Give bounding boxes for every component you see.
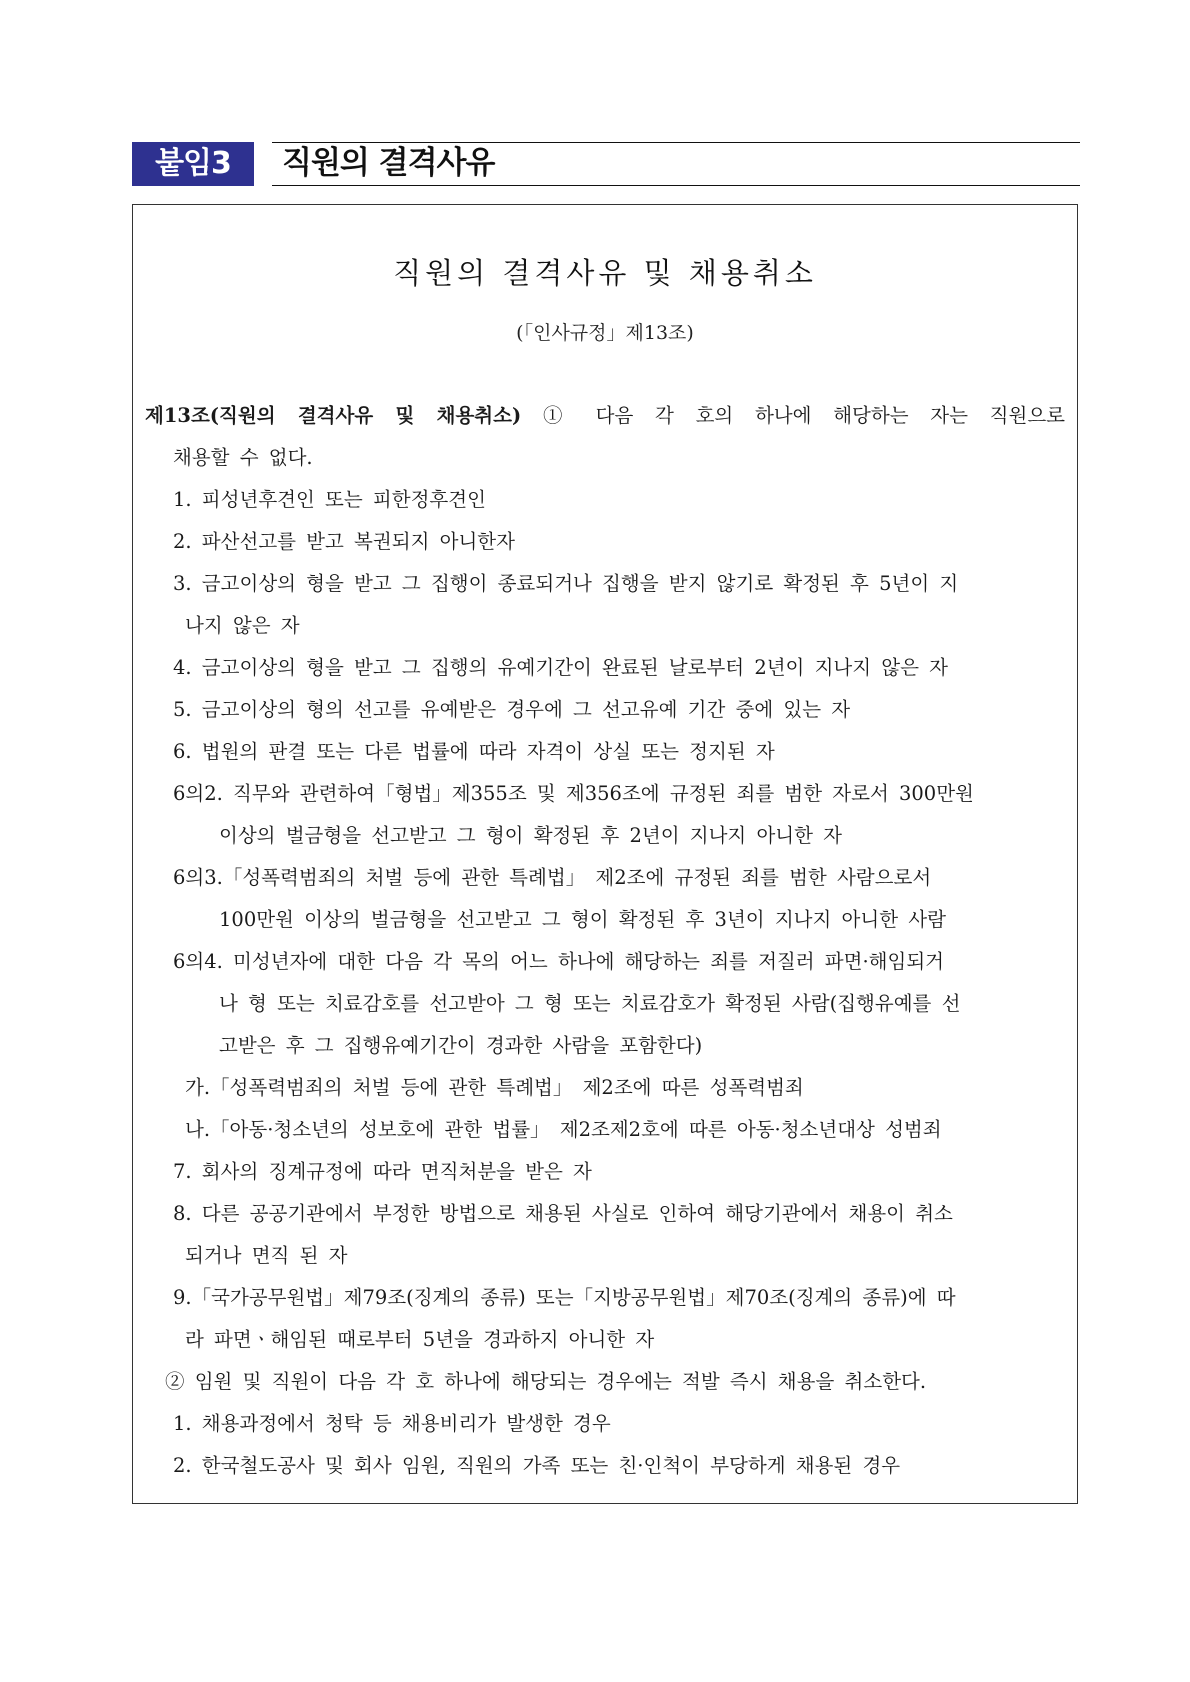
clause-1-intro: ① 다음 각 호의 하나에 해당하는 자는 직원으로 [542,404,1065,427]
document-title: 직원의 결격사유 및 채용취소 [393,256,817,290]
item-6-2: 6의2. 직무와 관련하여「형법」제355조 및 제356조에 규정된 죄를 범한 자로서 300만원 [173,782,974,805]
item-9: 9.「국가공무원법」제79조(징계의 종류) 또는「지방공무원법」제70조(징계의 종류)에 따 [173,1286,956,1309]
item-5: 5. 금고이상의 형의 선고를 유예받은 경우에 그 선고유예 기간 중에 있는 자 [173,698,851,721]
regulation-box [132,204,1078,1504]
article-heading-line [145,395,1065,437]
item-3-cont: 나지 않은 자 [185,614,300,637]
regulation-reference: (「인사규정」제13조) [516,322,694,344]
clause-2: ② 임원 및 직원이 다음 각 호 하나에 해당되는 경우에는 적발 즉시 채용을 취소한다. [165,1370,927,1393]
item-8-cont: 되거나 면직 된 자 [185,1244,348,1267]
section-title: 직원의 결격사유 [282,145,495,181]
section-header [132,142,1080,188]
article-body [145,395,1065,1487]
item-6-4-cont-2: 고받은 후 그 집행유예기간이 경과한 사람을 포함한다) [219,1034,703,1057]
clause-2-item-2: 2. 한국철도공사 및 회사 임원, 직원의 가족 또는 친·인척이 부당하게 채용된 경우 [173,1454,901,1477]
item-6-4: 6의4. 미성년자에 대한 다음 각 목의 어느 하나에 해당하는 죄를 저질러 파면·해임되거 [173,950,945,973]
item-9-cont: 라 파면ㆍ해임된 때로부터 5년을 경과하지 아니한 자 [185,1328,655,1351]
item-6-4-cont-1: 나 형 또는 치료감호를 선고받아 그 형 또는 치료감호가 확정된 사람(집행유예를 선 [219,992,961,1015]
item-3: 3. 금고이상의 형을 받고 그 집행이 종료되거나 집행을 받지 않기로 확정된 후 5년이 지 [173,572,959,595]
item-6-3-cont: 100만원 이상의 벌금형을 선고받고 그 형이 확정된 후 3년이 지나지 아니한 사람 [219,908,946,931]
item-2: 2. 파산선고를 받고 복권되지 아니한자 [173,530,515,553]
attachment-badge: 붙임3 [132,142,254,186]
article-heading: 제13조(직원의 결격사유 및 채용취소) [145,404,522,427]
clause-2-item-1: 1. 채용과정에서 청탁 등 채용비리가 발생한 경우 [173,1412,611,1435]
item-8: 8. 다른 공공기관에서 부정한 방법으로 채용된 사실로 인하여 해당기관에서 채용이 취소 [173,1202,953,1225]
item-7: 7. 회사의 징계규정에 따라 면직처분을 받은 자 [173,1160,592,1183]
item-4: 4. 금고이상의 형을 받고 그 집행의 유예기간이 완료된 날로부터 2년이 지나지 않은 자 [173,656,949,679]
sub-item-na: 나.「아동·청소년의 성보호에 관한 법률」 제2조제2호에 따른 아동·청소년대상 성범죄 [185,1118,942,1141]
item-6-2-cont: 이상의 벌금형을 선고받고 그 형이 확정된 후 2년이 지나지 아니한 자 [219,824,842,847]
item-6: 6. 법원의 판결 또는 다른 법률에 따라 자격이 상실 또는 정지된 자 [173,740,775,763]
item-6-3: 6의3.「성폭력범죄의 처벌 등에 관한 특례법」 제2조에 규정된 죄를 범한 사람으로서 [173,866,932,889]
sub-item-ga: 가.「성폭력범죄의 처벌 등에 관한 특례법」 제2조에 따른 성폭력범죄 [185,1076,804,1099]
item-1: 1. 피성년후견인 또는 피한정후견인 [173,488,486,511]
clause-1-intro-cont: 채용할 수 없다. [173,446,313,469]
